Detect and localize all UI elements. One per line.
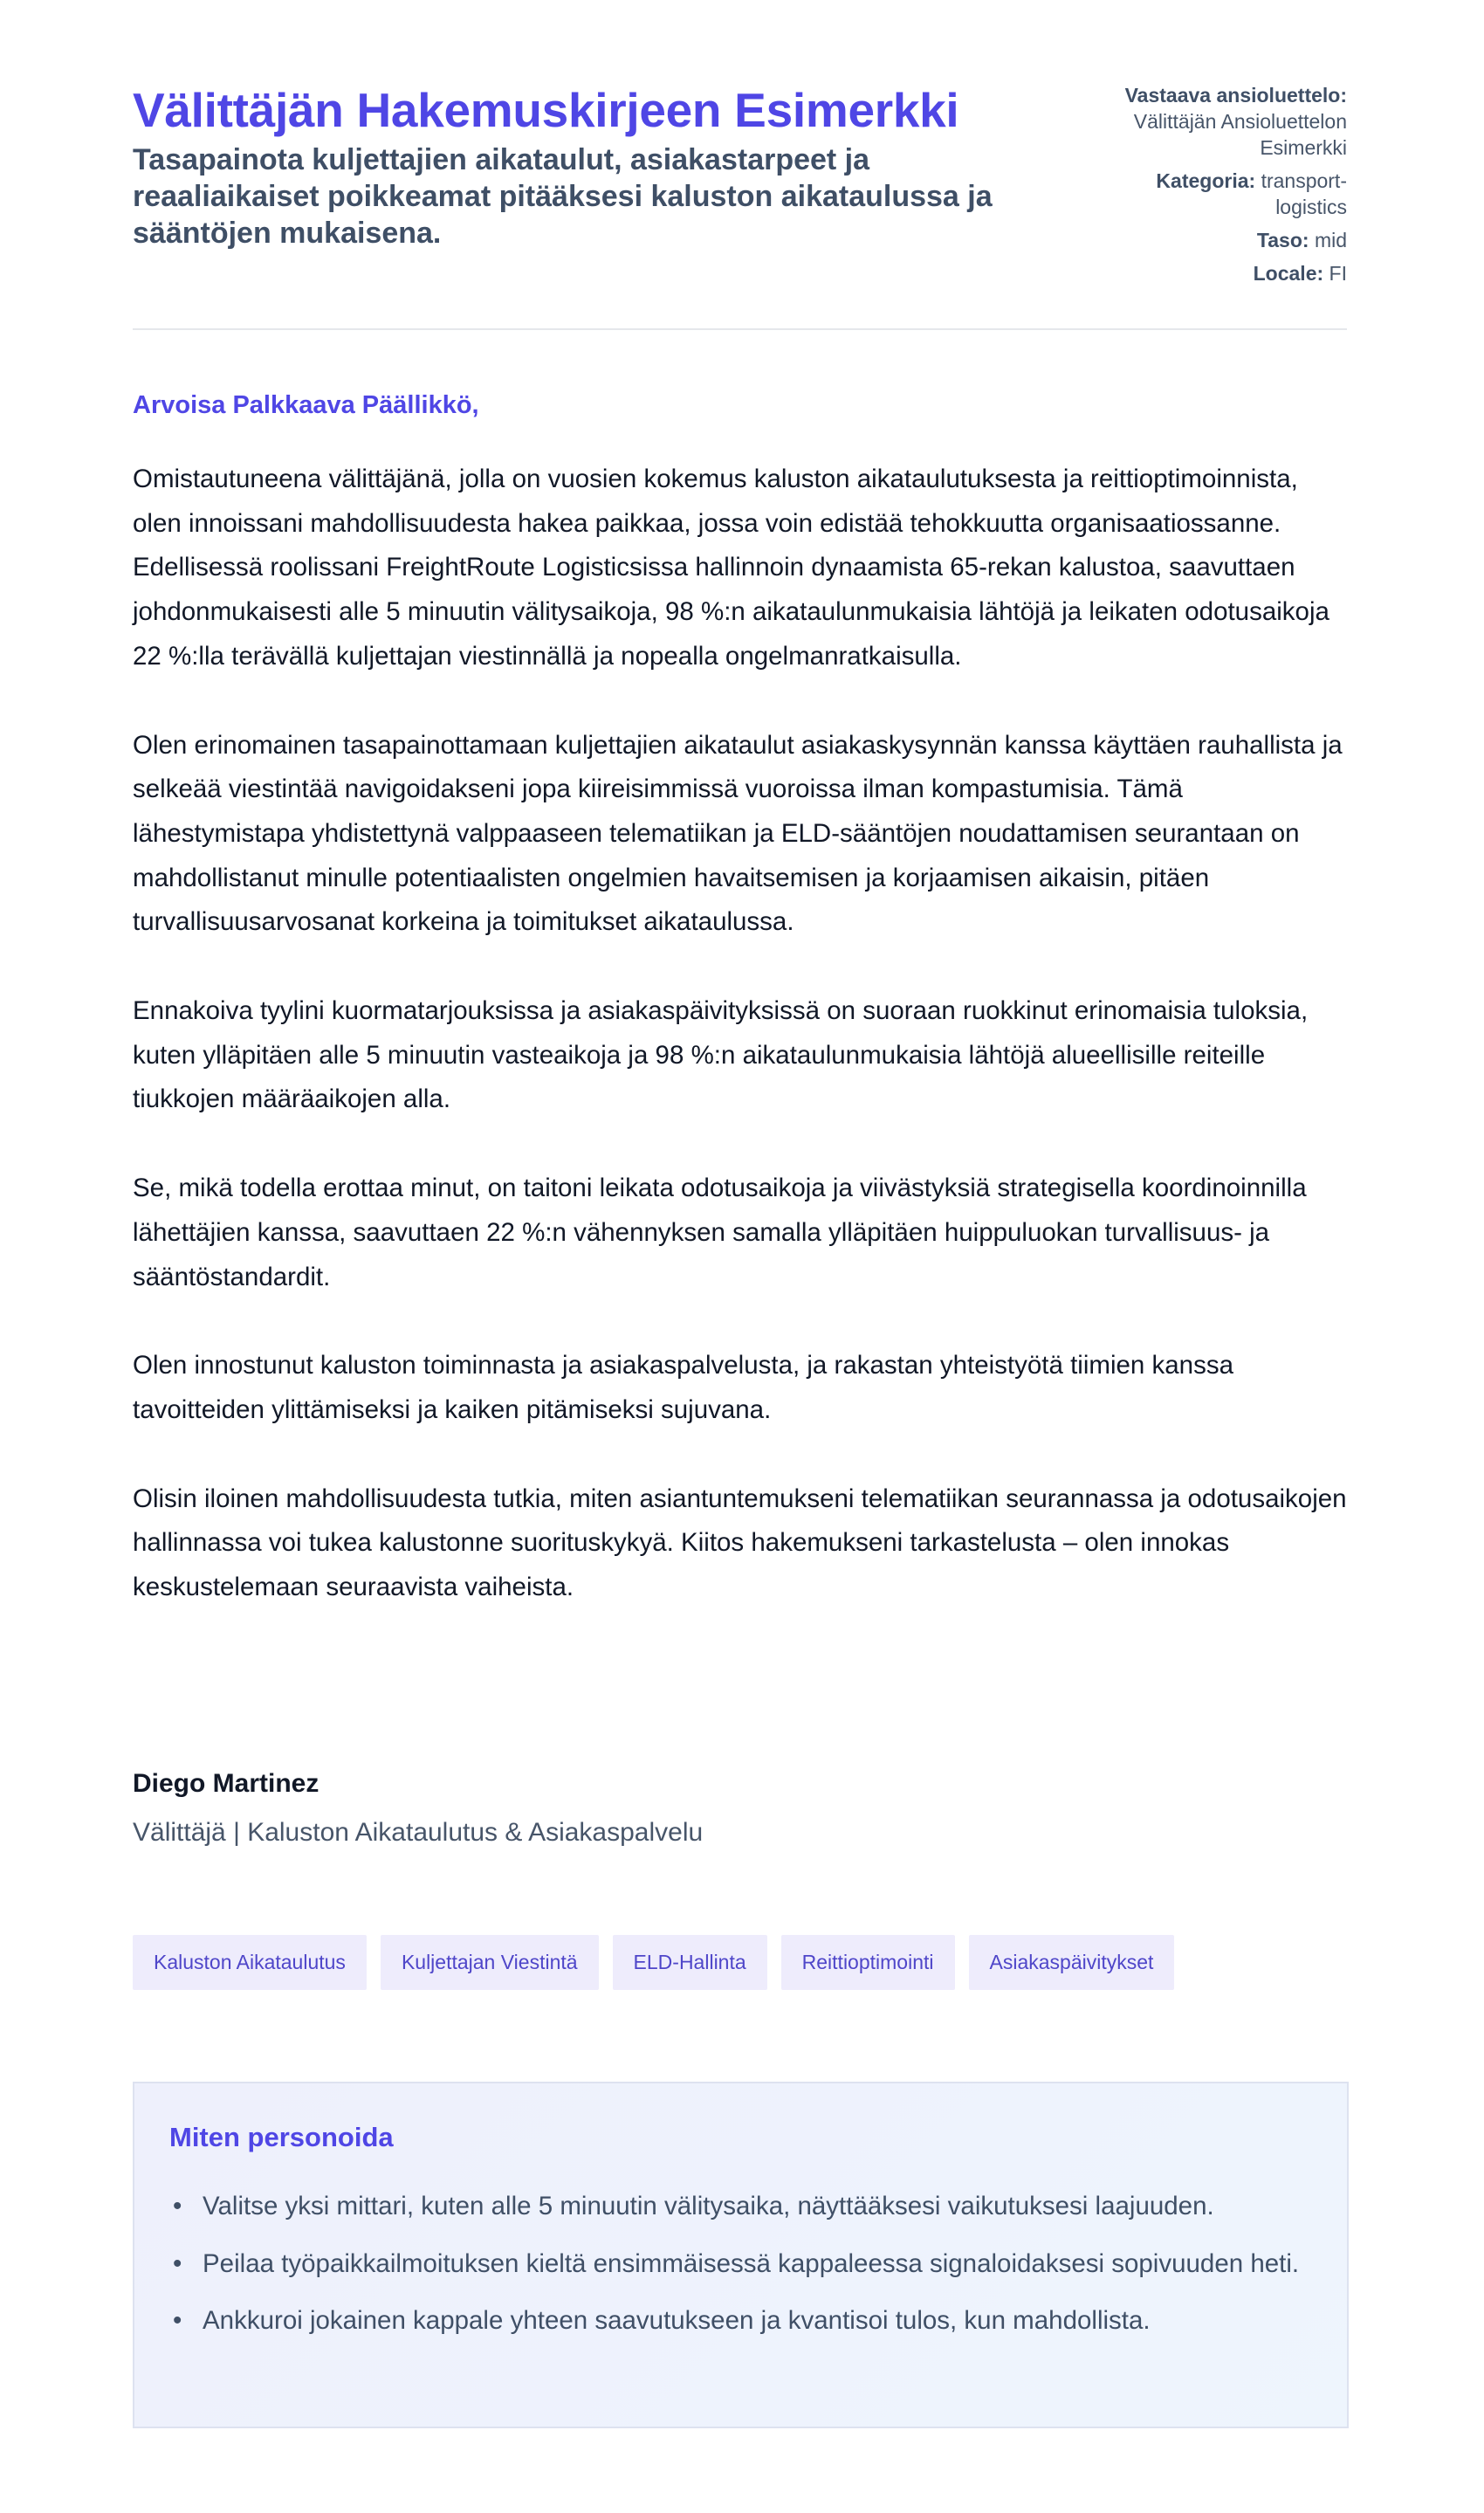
skill-tag: Kaluston Aikataulutus	[133, 1935, 367, 1990]
meta-category	[1085, 168, 1347, 220]
letter-paragraph: Ennakoiva tyylini kuormatarjouksissa ja asiakaspäivityksissä on suoraan ruokkinut erinomaisia tuloksia, kuten ylläpitäen alle 5 minuutin vasteaikoja ja 98 %:n aikataulunmukaisia lähtöjä alueellisille reiteille tiukkojen määräaikojen alla.	[133, 996, 1309, 1114]
letter-paragraph: Se, mikä todella erottaa minut, on taitoni leikata odotusaikoja ja viivästyksiä strategisella koordinoinnilla lähettäjien kanssa, saavuttaen 22 %:n vähennyksen samalla ylläpitäen huippuluokan turvallisuus- ja sääntöstandardit.	[133, 1174, 1307, 1291]
meta-level-label: Taso:	[1256, 229, 1309, 251]
letter-body	[133, 458, 1347, 1655]
letter-paragraph: Omistautuneena välittäjänä, jolla on vuosien kokemus kaluston aikataulutuksesta ja reittioptimoinnista, olen innoissani mahdollisuudesta hakea paikkaa, jossa voin edistää tehokkuutta organisaatiossanne. Edellisessä roolissani FreightRoute Logisticsissa hallinnoin dynaamista 65-rekan kalustoa, saavuttaen johdonmukaisesti alle 5 minuutin välitysaikoja, 98 %:n aikataulunmukaisia lähtöjä ja leikaten odotusaikoja 22 %:lla terävällä kuljettajan viestinnällä ja nopealla ongelmanratkaisulla.	[133, 465, 1329, 671]
tip-text: Ankkuroi jokainen kappale yhteen saavutukseen ja kvantisoi tulos, kun mahdollista.	[203, 2306, 1151, 2336]
meta-resume	[1085, 82, 1347, 161]
skill-tags	[133, 1935, 1174, 1990]
signature-block	[133, 1763, 703, 1854]
tip-item	[169, 2299, 1322, 2344]
skill-tag: Reittioptimointi	[781, 1935, 955, 1990]
meta-locale	[1085, 260, 1347, 286]
tip-item	[169, 2185, 1322, 2229]
tip-item	[169, 2242, 1322, 2287]
personalization-tips	[133, 2082, 1349, 2428]
skill-tag: Kuljettajan Viestintä	[381, 1935, 599, 1990]
meta-level	[1085, 227, 1347, 253]
page-header	[133, 0, 1347, 330]
letter-paragraph: Olen erinomainen tasapainottamaan kuljettajien aikataulut asiakaskysynnän kanssa käyttäen rauhallista ja selkeää viestintää navigoidakseni jopa kiireisimmissä vuoroissa ilman kompastumisia. Tämä lähestymistapa yhdistettynä valppaaseen telematiikan ja ELD-sääntöjen noudattamisen seurantaan on mahdollistanut minulle potentiaalisten ongelmien havaitsemisen ja korjaamisen aikaisin, pitäen turvallisuusarvosanat korkeina ja toimitukset aikataulussa.	[133, 730, 1343, 937]
meta-resume-label: Vastaava ansioluettelo:	[1124, 84, 1347, 107]
signature-name: Diego Martinez	[133, 1769, 319, 1798]
bullet-icon: •	[173, 2306, 182, 2336]
meta-level-value: mid	[1314, 229, 1347, 251]
skill-tag: Asiakaspäivitykset	[969, 1935, 1175, 1990]
signature-title: Välittäjä | Kaluston Aikataulutus & Asiakaspalvelu	[133, 1818, 704, 1847]
meta-locale-value: FI	[1329, 262, 1347, 285]
meta-locale-label: Locale:	[1253, 262, 1324, 285]
page-title: Välittäjän Hakemuskirjeen Esimerkki	[133, 83, 959, 137]
bullet-icon: •	[173, 2248, 182, 2278]
letter-greeting: Arvoisa Palkkaava Päällikkö,	[133, 391, 479, 419]
page-subtitle: Tasapainota kuljettajien aikataulut, asiakastarpeet ja reaaliaikaiset poikkeamat pitääksesi kaluston aikataulussa ja sääntöjen mukaisena.	[133, 143, 993, 250]
tips-list	[169, 2185, 1322, 2357]
cover-letter-page	[133, 0, 1347, 2336]
letter-paragraph: Olen innostunut kaluston toiminnasta ja asiakaspalvelusta, ja rakastan yhteistyötä tiimien kanssa tavoitteiden ylittämiseksi ja kaiken pitämiseksi sujuvana.	[133, 1351, 1233, 1424]
tips-title: Miten personoida	[169, 2122, 394, 2152]
bullet-icon: •	[173, 2192, 182, 2220]
meta-category-value: transport-logistics	[1261, 169, 1347, 218]
tip-text: Valitse yksi mittari, kuten alle 5 minuutin välitysaika, näyttääksesi vaikutuksesi laajuuden.	[203, 2192, 1214, 2220]
meta-panel	[1085, 82, 1347, 293]
meta-category-label: Kategoria:	[1156, 169, 1256, 192]
letter-paragraph: Olisin iloinen mahdollisuudesta tutkia, miten asiantuntemukseni telematiikan seurannassa ja odotusaikojen hallinnassa voi tukea kalustonne suorituskykyä. Kiitos hakemukseni tarkastelusta – olen innokas keskustelemaan seuraavista vaiheista.	[133, 1484, 1347, 1602]
tip-text: Peilaa työpaikkailmoituksen kieltä ensimmäisessä kappaleessa signaloidaksesi sopivuuden heti.	[203, 2248, 1300, 2278]
meta-resume-value[interactable]: Välittäjän Ansioluettelon Esimerkki	[1133, 110, 1347, 159]
skill-tag: ELD-Hallinta	[613, 1935, 767, 1990]
